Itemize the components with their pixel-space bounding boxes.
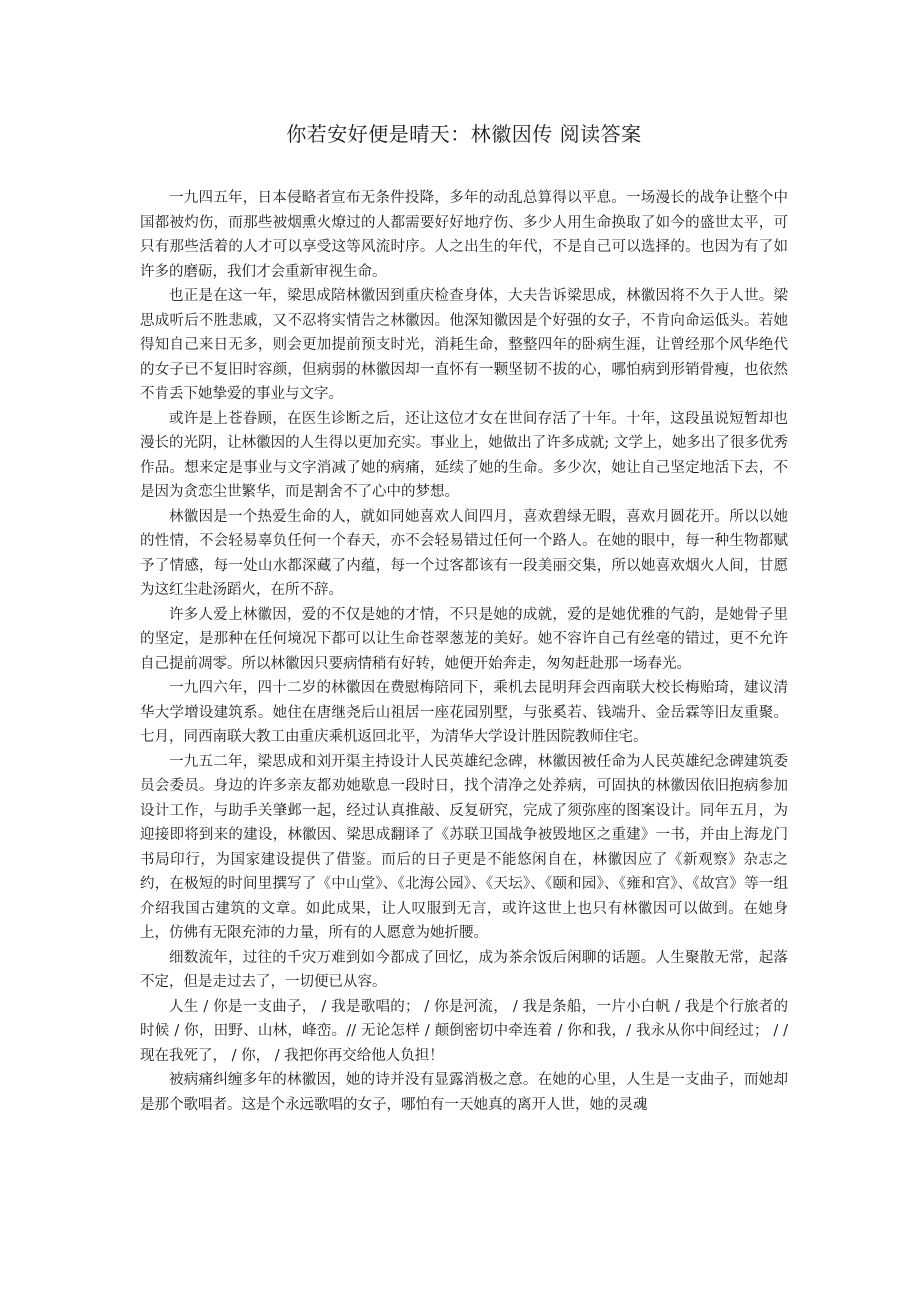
paragraph-6: 一九四六年，四十二岁的林徽因在费慰梅陪同下，乘机去昆明拜会西南联大校长梅贻琦，建议清华大学增设建筑系。她住在唐继尧后山祖居一座花园别墅，与张奚若、钱端升、金岳霖等旧友重聚。七月，同西南联大教工由重庆乘机返回北平，为清华大学设计胜因院教师住宅。 <box>140 680 788 745</box>
paragraph-10: 被病痛纠缠多年的林徽因，她的诗并没有显露消极之意。在她的心里，人生是一支曲子，而她却是那个歌唱者。这是个永远歌唱的女子，哪怕有一天她真的离开人世，她的灵魂 <box>140 1072 788 1113</box>
paragraph-2: 也正是在这一年，梁思成陪林徽因到重庆检查身体，大夫告诉梁思成，林徽因将不久于人世。梁思成听后不胜悲戚，又不忍将实情告之林徽因。他深知徽因是个好强的女子，不肯向命运低头。若她得知自己来日无多，则会更加提前预支时光，消耗生命，整整四年的卧病生涯，让曾经那个风华绝代的女子已不复旧时容颜，但病弱的林徽因却一直怀有一颗坚韧不拔的心，哪怕病到形销骨瘦，也依然不肯丢下她挚爱的事业与文字。 <box>140 288 788 402</box>
paragraph-3: 或许是上苍眷顾，在医生诊断之后，还让这位才女在世间存活了十年。十年，这段虽说短暂却也漫长的光阴，让林徽因的人生得以更加充实。事业上，她做出了许多成就; 文学上，她多出了很多优秀作品。想来定是事业与文字消减了她的病痛，延续了她的生命。多少次，她让自己坚定地活下去，不是因为贪恋尘世繁华，而是割舍不了心中的梦想。 <box>140 410 788 500</box>
document-title: 你若安好便是晴天：林徽因传 阅读答案 <box>286 122 642 146</box>
paragraph-1: 一九四五年，日本侵略者宣布无条件投降，多年的动乱总算得以平息。一场漫长的战争让整个中国都被灼伤，而那些被烟熏火燎过的人都需要好好地疗伤、多少人用生命换取了如今的盛世太平，可只有那些活着的人才可以享受这等风流时序。人之出生的年代，不是自己可以选择的。也因为有了如许多的磨砺，我们才会重新审视生命。 <box>140 190 788 280</box>
poem-paragraph: 人生 / 你是一支曲子， / 我是歌唱的； / 你是河流， / 我是条船，一片小白帆 / 我是个行旅者的时候 / 你，田野、山林，峰峦。// 无论怎样 / 颠倒密切中牵连着 / 你和我，/ 我永从你中间经过； / / 现在我死了， / 你， / 我把你再交给他人负担！ <box>140 998 788 1064</box>
document-page <box>140 118 788 1117</box>
paragraph-7: 一九五二年，梁思成和刘开渠主持设计人民英雄纪念碑，林徽因被任命为人民英雄纪念碑建筑委员会委员。身边的许多亲友都劝她歇息一段时日，找个清净之处养病，可固执的林徽因依旧抱病参加设计工作，与助手关肇邺一起，经过认真推敲、反复研究，完成了须弥座的图案设计。同年五月，为迎接即将到来的建设，林徽因、梁思成翻译了《苏联卫国战争被毁地区之重建》一书，并由上海龙门书局印行，为国家建设提供了借鉴。而后的日子更是不能悠闲自在，林徽因应了《新观察》杂志之约，在极短的时间里撰写了《中山堂》、《北海公园》、《天坛》、《颐和园》、《雍和宫》、《故宫》等一组介绍我国古建筑的文章。如此成果，让人叹服到无言，或许这世上也只有林徽因可以做到。在她身上，仿佛有无限充沛的力量，所有的人愿意为她折腰。 <box>140 753 788 941</box>
paragraph-4: 林徽因是一个热爱生命的人，就如同她喜欢人间四月，喜欢碧绿无暇，喜欢月圆花开。所以以她的性情，不会轻易辜负任何一个春天，亦不会轻易错过任何一个路人。在她的眼中，每一种生物都赋予了情感，每一处山水都深藏了内蕴，每一个过客都该有一段美丽交集，所以她喜欢烟火人间，甘愿为这红尘赴汤蹈火，在所不辞。 <box>140 508 788 598</box>
paragraph-5: 许多人爱上林徽因，爱的不仅是她的才情，不只是她的成就，爱的是她优雅的气韵，是她骨子里的坚定，是那种在任何境况下都可以让生命苍翠葱茏的美好。她不容许自己有丝毫的错过，更不允许自己提前凋零。所以林徽因只要病情稍有好转，她便开始奔走，匆匆赶赴那一场春光。 <box>140 606 788 672</box>
paragraph-8: 细数流年，过往的千灾万难到如今都成了回忆，成为茶余饭后闲聊的话题。人生聚散无常，起落不定，但是走过去了，一切便已从容。 <box>140 949 788 990</box>
